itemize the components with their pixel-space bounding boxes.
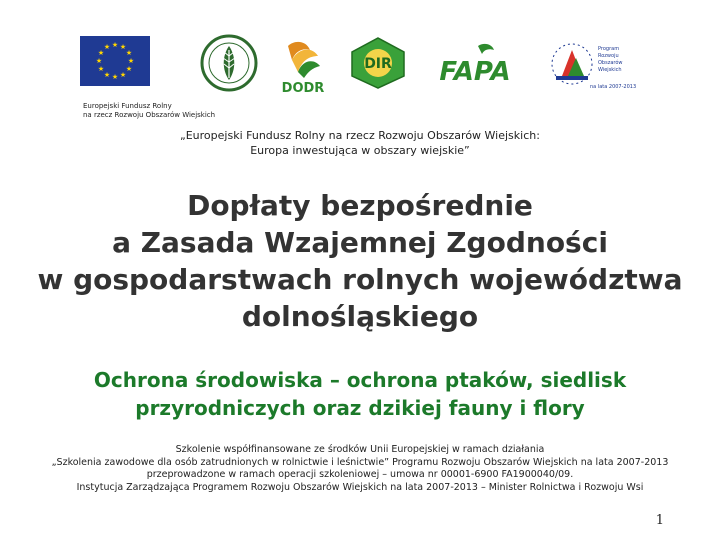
dir-logo [348, 36, 408, 90]
svg-text:★: ★ [125, 49, 133, 57]
svg-text:★: ★ [97, 49, 105, 57]
svg-text:★: ★ [125, 65, 133, 73]
logo-row [80, 34, 640, 98]
subtitle-line: Ochrona środowiska – ochrona ptaków, siedlisk [93, 368, 627, 392]
prow-caption-line: Program [598, 46, 620, 52]
subtitle [0, 366, 720, 422]
title-line: w gospodarstwach rolnych województwa [37, 263, 683, 296]
footnote-line: „Szkolenia zawodowe dla osób zatrudnionych w rolnictwie i leśnictwie” Programu Rozwoju Obszarów Wiejskich na lata 2007-2013 [51, 456, 669, 468]
prow-caption-line: Wiejskich [598, 67, 622, 73]
eu-caption-line: Europejski Fundusz Rolny [83, 102, 172, 110]
svg-text:★: ★ [119, 71, 127, 79]
title-line: a Zasada Wzajemnej Zgodności [112, 226, 608, 259]
fund-tagline-line: Europa inwestująca w obszary wiejskie” [250, 144, 470, 157]
prow-caption-line: na lata 2007-2013 [590, 84, 637, 90]
subtitle-line: przyrodniczych oraz dzikiej fauny i flory [135, 396, 585, 420]
svg-text:★: ★ [103, 43, 111, 51]
fapa-logo [430, 42, 520, 86]
prow-caption-line: Obszarów [598, 60, 623, 66]
svg-text:★: ★ [97, 65, 105, 73]
eu-fund-caption [83, 102, 263, 120]
prow-logo [546, 36, 640, 94]
dodr-logo-text: DODR [281, 81, 325, 94]
eu-flag-logo [80, 36, 150, 86]
title-line: Dopłaty bezpośrednie [187, 189, 533, 222]
title-line: dolnośląskiego [241, 300, 479, 333]
page-number: 1 [655, 513, 664, 528]
dodr-logo [278, 38, 328, 94]
svg-text:★: ★ [119, 43, 127, 51]
page-title [0, 187, 720, 335]
fapa-logo-text: FAPA [439, 57, 511, 86]
svg-text:★: ★ [95, 57, 103, 65]
footnote-line: przeprowadzone w ramach operacji szkoleniowej – umowa nr 00001-6900 FA1900040/09. [146, 469, 574, 480]
svg-text:★: ★ [111, 73, 119, 81]
footnote-line: Instytucja Zarządzająca Programem Rozwoju Obszarów Wiejskich na lata 2007-2013 – Minister Rolnictwa i Rozwoju Wsi [76, 481, 644, 493]
ministry-emblem-logo [200, 34, 258, 92]
eu-caption-line: na rzecz Rozwoju Obszarów Wiejskich [83, 111, 216, 119]
svg-text:★: ★ [103, 71, 111, 79]
dir-logo-text: DIR [364, 56, 392, 72]
svg-text:★: ★ [111, 41, 119, 49]
fund-tagline [0, 128, 720, 158]
fund-tagline-line: „Europejski Fundusz Rolny na rzecz Rozwoju Obszarów Wiejskich: [180, 129, 540, 142]
prow-caption-line: Rozwoju [598, 53, 619, 59]
svg-text:★: ★ [127, 57, 135, 65]
funding-footnote [0, 444, 720, 494]
footnote-line: Szkolenie współfinansowane ze środków Unii Europejskiej w ramach działania [175, 444, 545, 455]
